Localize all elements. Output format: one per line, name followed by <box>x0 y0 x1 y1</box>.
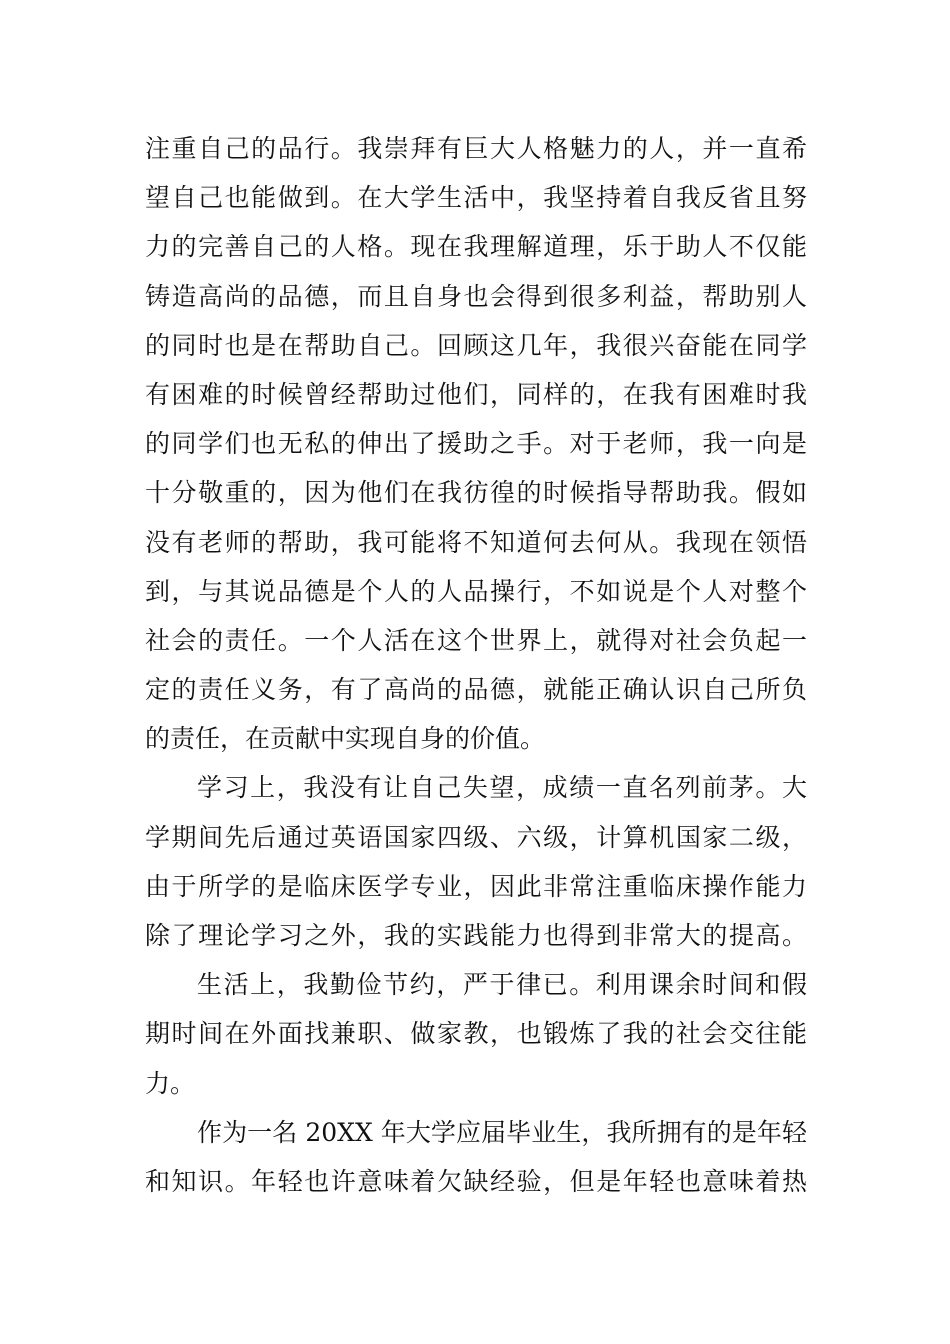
text-line: 力。 <box>145 1068 196 1098</box>
text-line: 力的完善自己的人格。现在我理解道理，乐于助人不仅能 <box>145 232 807 262</box>
text-line: 社会的责任。一个人活在这个世界上，就得对社会负起一 <box>145 625 807 655</box>
text-line: 十分敬重的，因为他们在我彷徨的时候指导帮助我。假如 <box>145 478 807 508</box>
text-line: 的责任，在贡献中实现自身的价值。 <box>145 724 546 754</box>
text-line: 除了理论学习之外，我的实践能力也得到非常大的提高。 <box>145 921 807 950</box>
text-line: 和知识。年轻也许意味着欠缺经验，但是年轻也意味着热 <box>145 1166 807 1196</box>
text-line: 铸造高尚的品德，而且自身也会得到很多利益，帮助别人 <box>145 281 807 311</box>
text-line: 的同时也是在帮助自己。回顾这几年，我很兴奋能在同学 <box>145 330 807 360</box>
text-line: 学期间先后通过英语国家四级、六级，计算机国家二级， <box>145 822 807 852</box>
text-line: 生活上，我勤俭节约，严于律已。利用课余时间和假 <box>197 970 807 1000</box>
text-line: 到，与其说品德是个人的人品操行，不如说是个人对整个 <box>145 576 807 606</box>
text-line: 望自己也能做到。在大学生活中，我坚持着自我反省且努 <box>145 183 807 213</box>
body-text <box>145 124 807 1206</box>
text-line: 的同学们也无私的伸出了援助之手。对于老师，我一向是 <box>145 429 807 459</box>
text-line: 作为一名 20XX 年大学应届毕业生，我所拥有的是年轻 <box>197 1117 807 1147</box>
text-line: 定的责任义务，有了高尚的品德，就能正确认识自己所负 <box>145 675 807 705</box>
text-line: 期时间在外面找兼职、做家教，也锻炼了我的社会交往能 <box>145 1019 807 1049</box>
text-line: 有困难的时候曾经帮助过他们，同样的，在我有困难时我 <box>145 379 807 409</box>
text-line: 没有老师的帮助，我可能将不知道何去何从。我现在领悟 <box>145 527 807 557</box>
text-line: 注重自己的品行。我崇拜有巨大人格魅力的人，并一直希 <box>145 134 807 163</box>
text-line: 由于所学的是临床医学专业，因此非常注重临床操作能力 <box>145 871 807 901</box>
text-line: 学习上，我没有让自己失望，成绩一直名列前茅。大 <box>197 773 807 803</box>
